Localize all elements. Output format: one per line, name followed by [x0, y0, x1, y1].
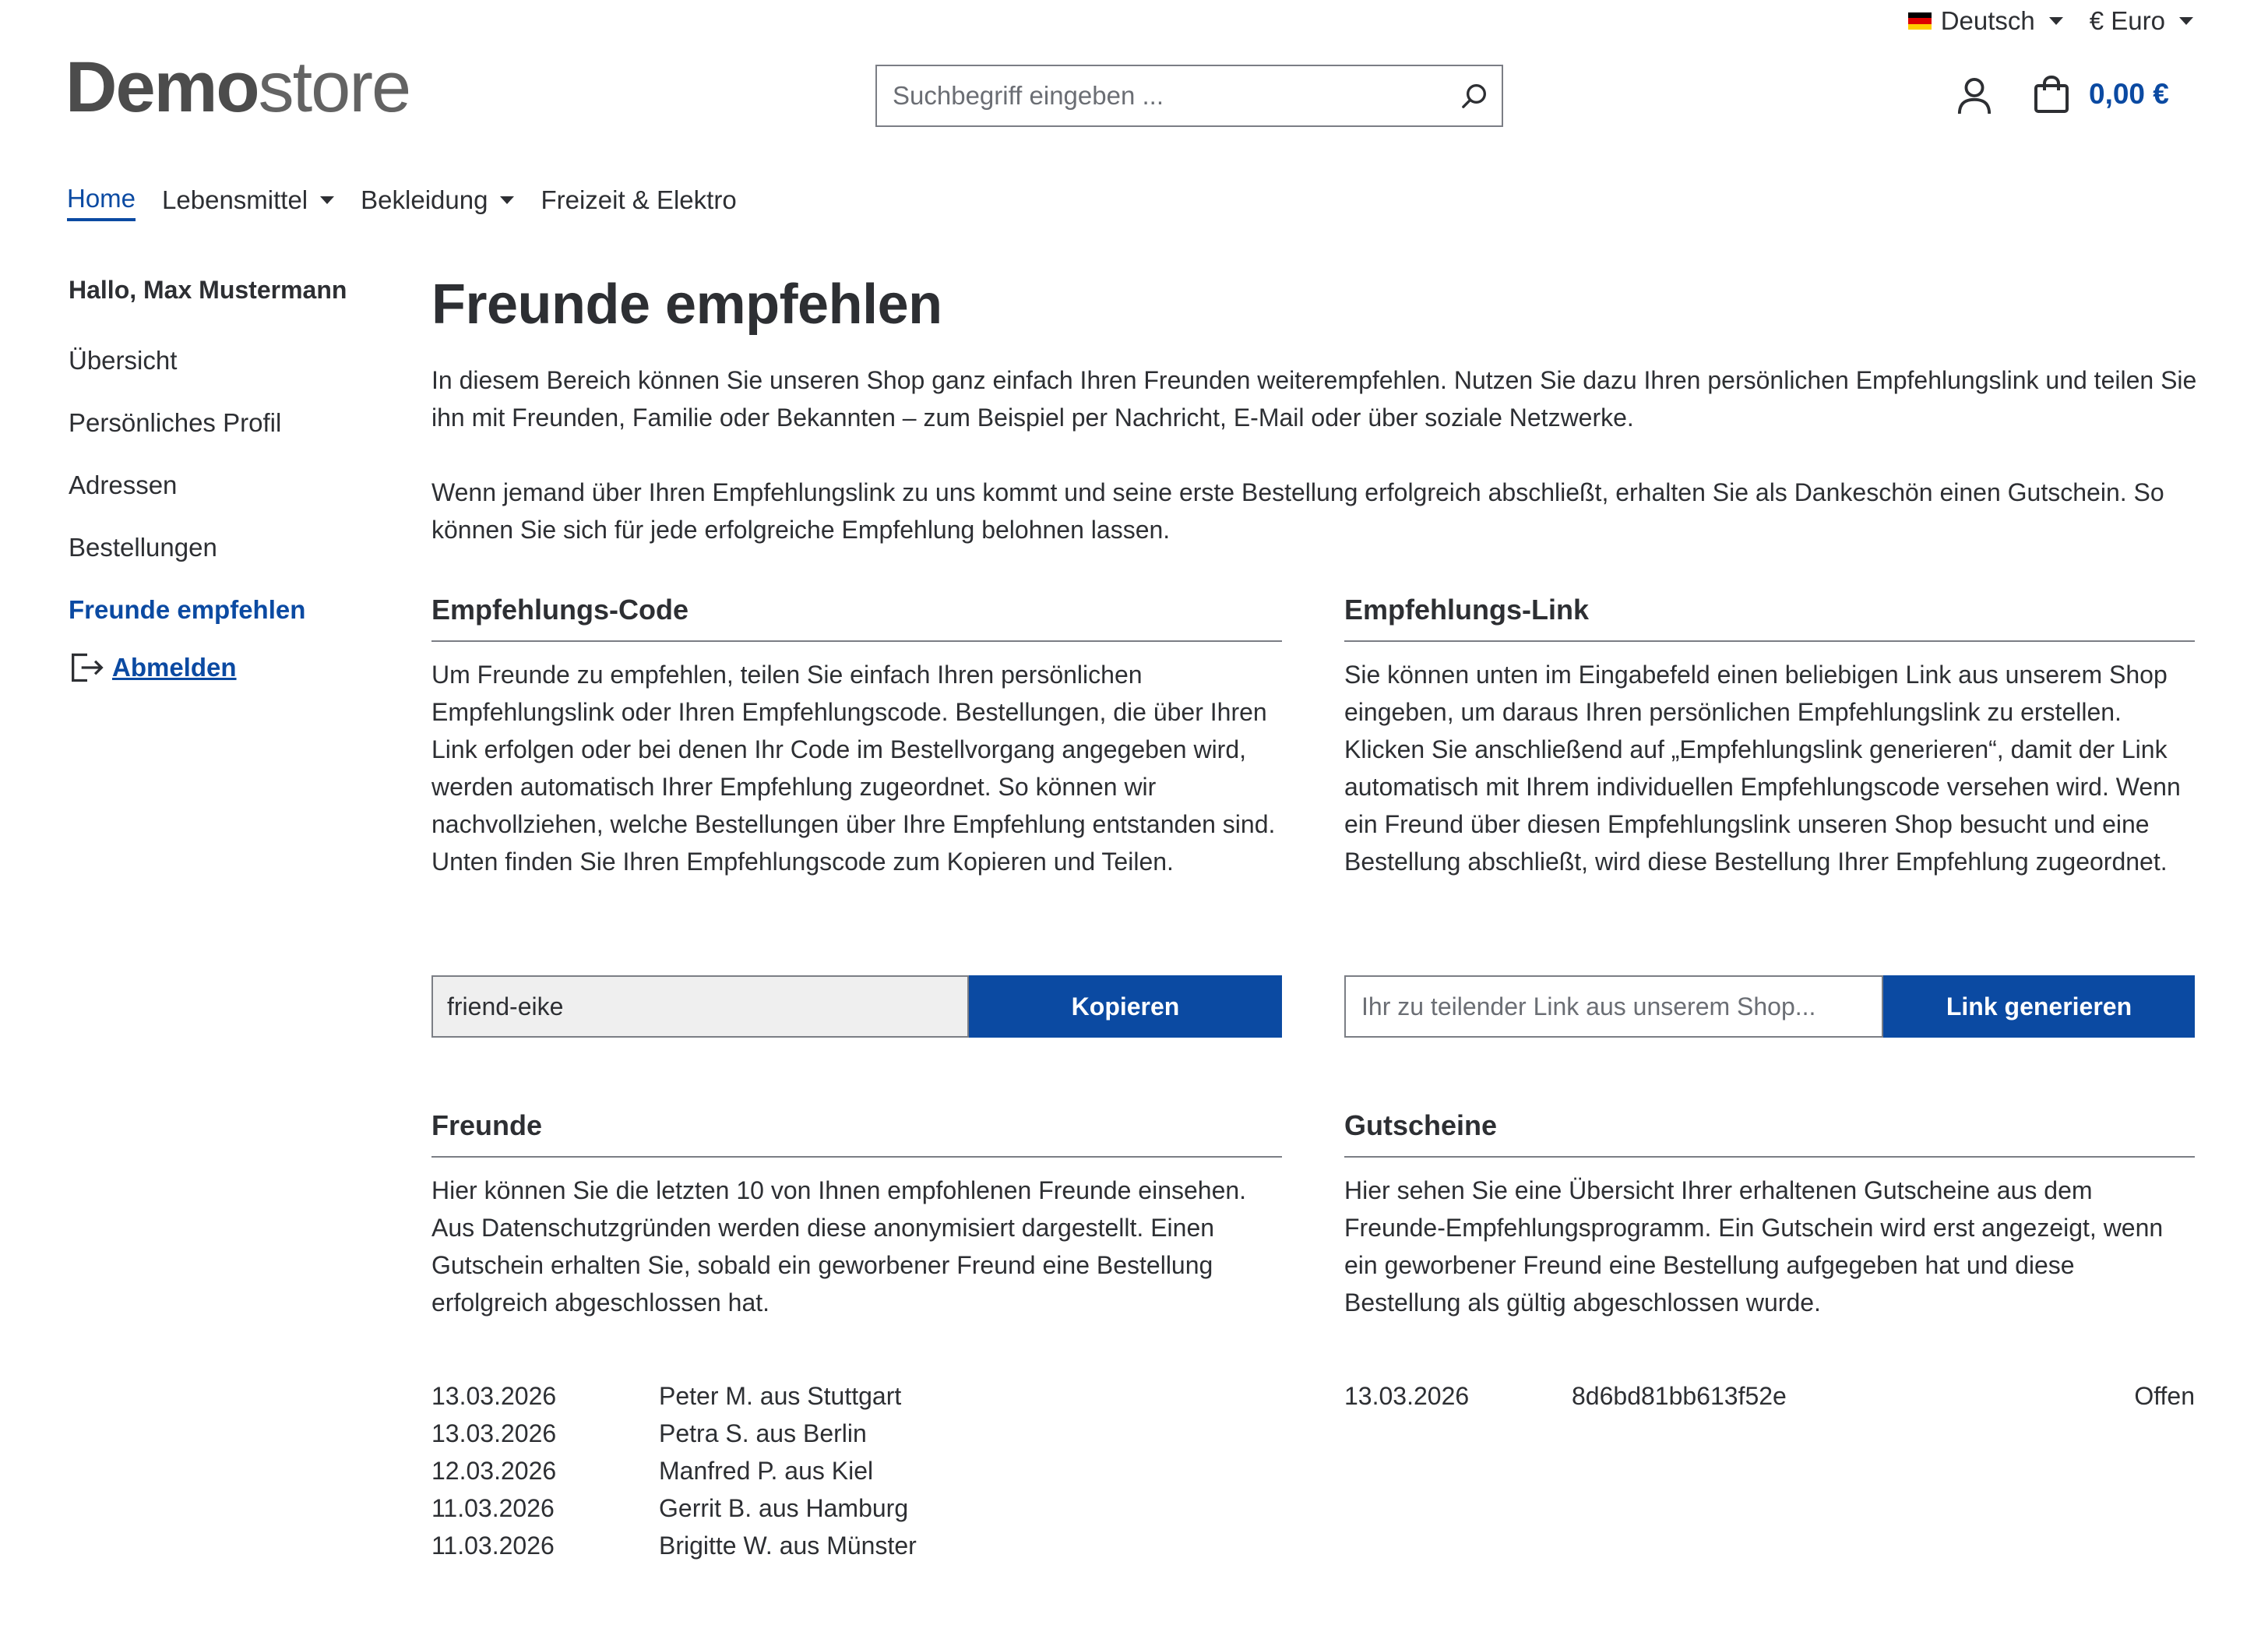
section-heading: Empfehlungs-Code	[431, 594, 1282, 642]
logout-icon	[69, 650, 106, 685]
section-text: Um Freunde zu empfehlen, teilen Sie einfach Ihren persönlichen Empfehlungslink oder Ihren Empfehlungscode. Bestellungen, die über Ihren Link erfolgen oder bei denen Ihr Code im Bestellvorgang angegeben wird, werden automatisch Ihrer Empfehlung zugeordnet. So können wir nachvollziehen, welche Bestellungen über Ihre Empfehlung entstanden sind. Unten finden Sie Ihren Empfehlungscode zum Kopieren und Teilen.	[431, 661, 1276, 876]
nav-item-lebensmittel[interactable]	[162, 185, 334, 220]
referral-link-input[interactable]	[1360, 992, 1868, 1022]
page-title: Freunde empfehlen	[431, 273, 942, 336]
friend-date: 12.03.2026	[431, 1457, 557, 1485]
intro-paragraph: In diesem Bereich können Sie unseren Shop ganz einfach Ihren Freunden weiterempfehlen. Nutzen Sie dazu Ihren persönlichen Empfehlungslink und teilen Sie ihn mit Freunden, Familie oder Bekannten – zum Beispiel per Nachricht, E-Mail oder über soziale Netzwerke.	[431, 366, 2197, 432]
intro-paragraph: Wenn jemand über Ihren Empfehlungslink zu uns kommt und seine erste Bestellung erfolgreich abschließt, erhalten Sie als Dankeschön einen Gutschein. So können Sie sich für jede erfolgreiche Empfehlung belohnen lassen.	[431, 478, 2164, 544]
friend-date: 13.03.2026	[431, 1419, 557, 1447]
voucher-status: Offen	[2134, 1382, 2195, 1410]
logout-label: Abmelden	[112, 653, 237, 682]
nav-item-label: Home	[67, 184, 136, 213]
greeting: Hallo, Max Mustermann	[69, 276, 347, 304]
user-icon	[1956, 76, 1992, 115]
sidebar-item-overview[interactable]: Übersicht	[69, 346, 178, 375]
sidebar-item-orders[interactable]: Bestellungen	[69, 533, 217, 562]
section-heading: Gutscheine	[1344, 1109, 2195, 1158]
nav-item-bekleidung[interactable]	[361, 185, 514, 220]
nav-item-label: Freizeit & Elektro	[541, 185, 737, 214]
friend-name: Manfred P. aus Kiel	[659, 1457, 874, 1485]
referral-link-control	[1344, 975, 2195, 1038]
language-label: Deutsch	[1940, 6, 2035, 35]
vouchers-section	[1344, 1109, 2195, 1321]
section-text: Hier können Sie die letzten 10 von Ihnen empfohlenen Freunde einsehen. Aus Datenschutzgründen werden diese anonymisiert dargestellt. Einen Gutschein erhalten Sie, sobald ein geworbener Freund eine Bestellung erfolgreich abgeschlossen hat.	[431, 1176, 1247, 1317]
cart-button[interactable]	[2033, 75, 2169, 114]
search-icon	[1459, 80, 1490, 111]
list-item	[431, 1415, 1282, 1452]
search-input[interactable]	[877, 66, 1447, 125]
nav-item-home[interactable]	[67, 184, 136, 221]
list-item	[431, 1489, 1282, 1527]
referral-code-field[interactable]	[431, 975, 969, 1038]
list-item	[431, 1527, 1282, 1564]
section-heading: Empfehlungs-Link	[1344, 594, 2195, 642]
generate-link-button[interactable]: Link generieren	[1883, 975, 2195, 1038]
intro-text	[431, 361, 2199, 586]
logo-light-text: store	[258, 48, 410, 127]
friend-name: Gerrit B. aus Hamburg	[659, 1494, 909, 1522]
friend-date: 11.03.2026	[431, 1532, 555, 1560]
sidebar-item-refer-friends[interactable]: Freunde empfehlen	[69, 595, 306, 624]
list-item	[431, 1377, 1282, 1415]
chevron-down-icon	[2049, 17, 2063, 25]
chevron-down-icon	[320, 196, 334, 204]
nav-item-label: Lebensmittel	[162, 185, 308, 214]
account-button[interactable]	[1956, 76, 1992, 115]
section-text: Sie können unten im Eingabefeld einen beliebigen Link aus unserem Shop eingeben, um daraus Ihren persönlichen Empfehlungslink zu erstellen. Klicken Sie anschließend auf „Empfehlungslink generieren“, damit der Link automatisch mit Ihrem individuellen Empfehlungscode versehen wird. Wenn ein Freund über diesen Empfehlungslink unseren Shop besucht und eine Bestellung abschließt, wird diese Bestellung Ihrer Empfehlung zugeordnet.	[1344, 661, 2181, 876]
list-item	[431, 1452, 1282, 1489]
referral-code-section	[431, 594, 1282, 880]
chevron-down-icon	[500, 196, 514, 204]
referral-code-value: friend-eike	[447, 992, 564, 1020]
account-sidebar	[69, 276, 396, 685]
friend-date: 11.03.2026	[431, 1494, 555, 1522]
shopping-bag-icon	[2033, 75, 2070, 114]
referral-code-control	[431, 975, 1282, 1038]
vouchers-list	[1344, 1377, 2195, 1415]
currency-selector[interactable]	[2090, 6, 2193, 36]
search-button[interactable]	[1447, 66, 1502, 125]
nav-item-freizeit-elektro[interactable]	[541, 185, 736, 220]
section-heading: Freunde	[431, 1109, 1282, 1158]
voucher-code: 8d6bd81bb613f52e	[1572, 1382, 1787, 1410]
referral-link-section	[1344, 594, 2195, 880]
nav-item-label: Bekleidung	[361, 185, 488, 214]
sidebar-item-profile[interactable]: Persönliches Profil	[69, 408, 282, 437]
store-logo[interactable]	[65, 48, 410, 127]
voucher-date: 13.03.2026	[1344, 1382, 1470, 1410]
topbar	[1908, 6, 2193, 36]
logout-link[interactable]	[69, 650, 396, 685]
friends-section	[431, 1109, 1282, 1321]
main-navigation	[67, 184, 737, 221]
copy-button[interactable]: Kopieren	[969, 975, 1282, 1038]
cart-amount: 0,00 €	[2089, 78, 2169, 110]
search-form	[875, 65, 1503, 127]
friend-name: Petra S. aus Berlin	[659, 1419, 867, 1447]
friends-list	[431, 1377, 1282, 1564]
sidebar-item-addresses[interactable]: Adressen	[69, 471, 178, 499]
referral-link-field	[1344, 975, 1883, 1038]
list-item	[1344, 1377, 2195, 1415]
friend-date: 13.03.2026	[431, 1382, 557, 1410]
logo-bold-text: Demo	[65, 48, 259, 127]
chevron-down-icon	[2179, 17, 2193, 25]
friend-name: Peter M. aus Stuttgart	[659, 1382, 902, 1410]
friend-name: Brigitte W. aus Münster	[659, 1532, 917, 1560]
language-selector[interactable]	[1908, 6, 2063, 36]
currency-label: € Euro	[2089, 6, 2165, 35]
section-text: Hier sehen Sie eine Übersicht Ihrer erhaltenen Gutscheine aus dem Freunde-Empfehlungsprogramm. Ein Gutschein wird erst angezeigt, wenn ein geworbener Freund eine Bestellung aufgegeben hat und diese Bestellung als gültig abgeschlossen wurde.	[1344, 1176, 2164, 1317]
germany-flag-icon	[1908, 12, 1932, 30]
